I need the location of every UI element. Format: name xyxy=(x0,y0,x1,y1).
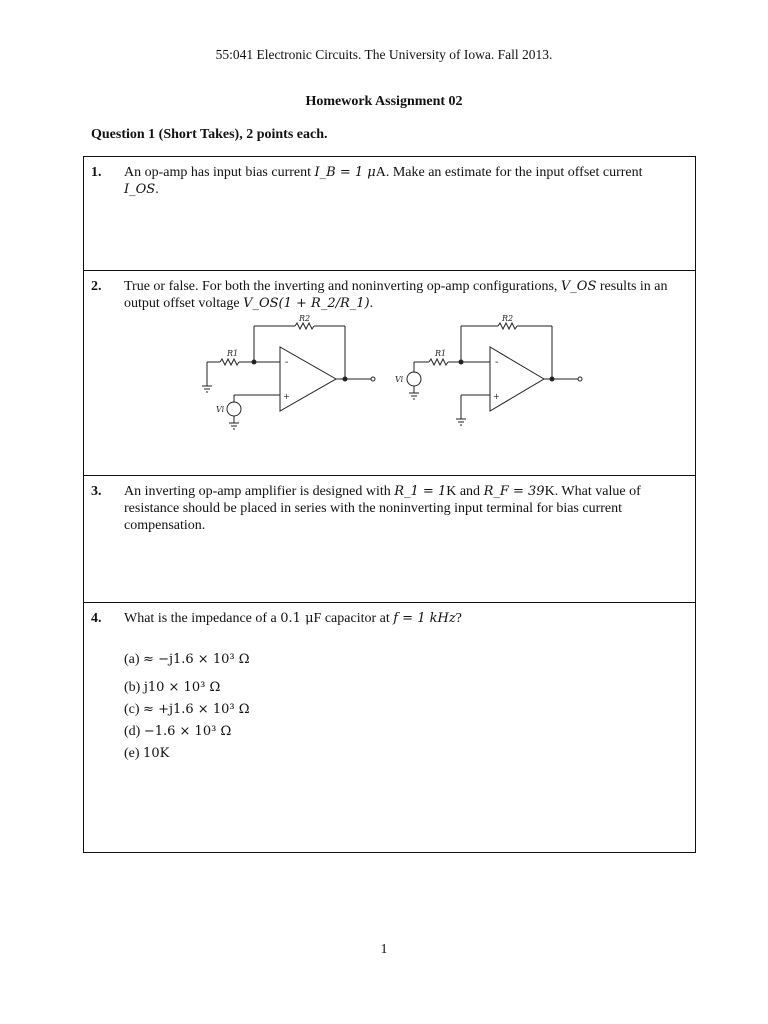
math-expression: I_OS xyxy=(124,182,156,197)
noninverting-circuit xyxy=(395,314,582,425)
label-r2: R2 xyxy=(299,314,311,323)
answer-option-a xyxy=(124,649,250,671)
text-segment: ? xyxy=(455,611,462,626)
math-expression: V_OS xyxy=(560,279,597,294)
math-expression: 0.1 μ xyxy=(280,611,314,626)
option-label: (b) xyxy=(124,680,141,695)
option-label: (a) xyxy=(124,652,140,667)
text-segment: K. What value of resistance should be placed in series with the noninverting input terminal for bias current compensation. xyxy=(124,484,641,533)
math-expression: R_1 = 1 xyxy=(394,484,447,499)
question-number: 1. xyxy=(91,165,102,180)
question-table xyxy=(83,156,696,853)
question-row-2 xyxy=(84,271,695,476)
question-row-1 xyxy=(84,157,695,271)
text-segment: True or false. For both the inverting and noninverting op-amp configurations, xyxy=(124,279,561,294)
label-r1: R1 xyxy=(435,349,447,358)
question-row-3 xyxy=(84,476,695,603)
math-expression: I_B = 1 μ xyxy=(314,165,376,180)
math-expression: R_F = 39 xyxy=(483,484,545,499)
minus-sign: - xyxy=(495,357,499,368)
label-vi: Vi xyxy=(216,405,225,414)
page-header: 55:041 Electronic Circuits. The University of Iowa. Fall 2013. xyxy=(215,47,553,62)
plus-sign: + xyxy=(493,392,500,401)
question-text xyxy=(124,610,669,627)
answer-option-b xyxy=(124,677,250,699)
math-expression: V_OS(1 + R_2/R_1) xyxy=(243,296,370,311)
option-value: ≈ −j1.6 × 10³ Ω xyxy=(143,652,250,667)
page-number: 1 xyxy=(380,942,388,957)
text-segment: An op-amp has input bias current xyxy=(124,165,315,180)
label-vi: Vi xyxy=(395,375,404,384)
plus-sign: + xyxy=(283,392,290,401)
label-r2: R2 xyxy=(502,314,514,323)
question-text xyxy=(124,164,669,198)
minus-sign: - xyxy=(285,357,289,368)
label-r1: R1 xyxy=(227,349,239,358)
text-segment: An inverting op-amp amplifier is designed with xyxy=(124,484,395,499)
math-expression: f = 1 kHz xyxy=(393,611,456,626)
question-text xyxy=(124,483,669,534)
option-label: (d) xyxy=(124,724,141,739)
op-amp-circuits-diagram xyxy=(184,311,624,441)
option-value: 10K xyxy=(143,746,170,761)
text-segment: . xyxy=(369,296,374,311)
answer-options xyxy=(124,649,250,765)
option-value: −1.6 × 10³ Ω xyxy=(143,724,232,739)
text-segment: results in an output offset voltage xyxy=(124,279,668,311)
text-segment: K and xyxy=(446,484,484,499)
text-segment: What is the impedance of a xyxy=(124,611,281,626)
page-title: Homework Assignment 02 xyxy=(305,94,463,109)
inverting-circuit xyxy=(202,314,375,429)
question-row-4 xyxy=(84,603,695,852)
option-label: (c) xyxy=(124,702,140,717)
text-segment: . xyxy=(155,182,159,197)
question-number: 2. xyxy=(91,279,102,294)
text-segment: F capacitor at xyxy=(313,611,394,626)
question-heading: Question 1 (Short Takes), 2 points each. xyxy=(91,127,328,142)
text-segment: A. Make an estimate for the input offset current xyxy=(375,165,643,180)
option-value: j10 × 10³ Ω xyxy=(143,680,221,695)
answer-option-e xyxy=(124,743,250,765)
answer-option-c xyxy=(124,699,250,721)
question-number: 3. xyxy=(91,484,102,499)
answer-option-d xyxy=(124,721,250,743)
question-number: 4. xyxy=(91,611,102,626)
option-value: ≈ +j1.6 × 10³ Ω xyxy=(143,702,250,717)
question-text xyxy=(124,278,669,312)
option-label: (e) xyxy=(124,746,140,761)
